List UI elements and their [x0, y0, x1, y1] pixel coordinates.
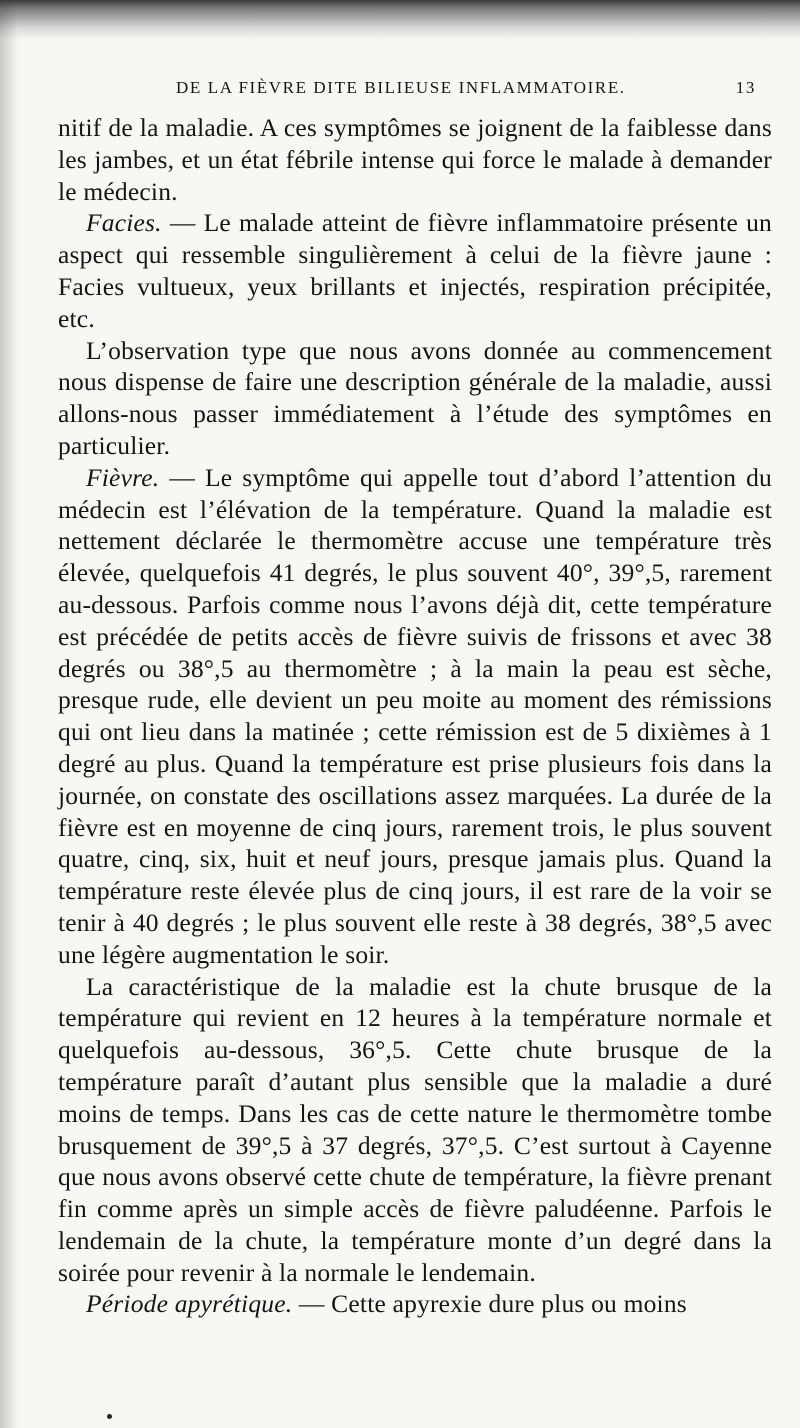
page-number: 13 [735, 78, 756, 97]
paragraph-text: — Cette apyrexie dure plus ou moins [292, 1289, 687, 1319]
paragraph-text: L’observation type que nous avons donnée au commencement nous dispense de faire une description générale de la maladie, aussi allons-nous passer immédiatement à l’étude des symptômes en particulier. [58, 335, 772, 460]
paragraph-text: La caractéristique de la maladie est la chute brusque de la température qui revient en 12 heures à la température normale et quelquefois au-dessous, 36°,5. Cette chute brusque de la température paraît d’autant plus sensible que la maladie a duré moins de temps. Dans les cas de cette nature le thermomètre tombe brusquement de 39°,5 à 37 degrés, 37°,5. C’est surtout à Cayenne que nous avons observé cette chute de température, la fièvre prenant fin comme après un simple accès de fièvre paludéenne. Parfois le lendemain de la chute, la température monte d’un degré dans la soirée pour revenir à la normale le lendemain. [58, 971, 772, 1287]
paragraph-caracteristique [58, 971, 772, 1289]
paragraph-observation [58, 335, 772, 462]
section-lead-facies: Facies. [86, 208, 162, 238]
paragraph-text: — Le malade atteint de fièvre inflammatoire présente un aspect qui ressemble singulièrement à celui de la fièvre jaune : Facies vultueux, yeux brillants et injectés, respiration précipitée, etc. [58, 208, 772, 333]
paragraph-text: — Le symptôme qui appelle tout d’abord l’attention du médecin est l’élévation de la température. Quand la maladie est nettement déclarée le thermomètre accuse une température très élevée, quelquefois 41 degrés, le plus souvent 40°, 39°,5, rarement au-dessous. Parfois comme nous l’avons déjà dit, cette température est précédée de petits accès de fièvre suivis de frissons et avec 38 degrés ou 38°,5 au thermomètre ; à la main la peau est sèche, presque rude, elle devient un peu moite au moment des rémissions qui ont lieu dans la matinée ; cette rémission est de 5 dixièmes à 1 degré au plus. Quand la température est prise plusieurs fois dans la journée, on constate des oscillations assez marquées. La durée de la fièvre est en moyenne de cinq jours, rarement trois, le plus souvent quatre, cinq, six, huit et neuf jours, presque jamais plus. Quand la température reste élevée plus de cinq jours, il est rare de la voir se tenir à 40 degrés ; le plus souvent elle reste à 38 degrés, 38°,5 avec une légère augmentation le soir. [58, 462, 772, 969]
paragraph-facies [58, 207, 772, 334]
paragraph-fievre [58, 462, 772, 971]
ink-speck [107, 1414, 112, 1419]
paragraph-periode-apyretique [58, 1288, 772, 1320]
running-header [176, 78, 756, 98]
section-lead-fievre: Fièvre. [86, 462, 160, 492]
body-text [58, 112, 772, 1320]
running-title: DE LA FIÈVRE DITE BILIEUSE INFLAMMATOIRE. [176, 78, 626, 97]
paragraph-text: nitif de la maladie. A ces symptômes se joignent de la faiblesse dans les jambes, et un état fébrile intense qui force le malade à demander le médecin. [58, 113, 772, 206]
section-lead-periode-apyretique: Période apyrétique. [86, 1289, 293, 1319]
paragraph-continuation [58, 112, 772, 207]
scan-shadow-top [0, 0, 800, 40]
scan-shadow-left [0, 0, 18, 1428]
